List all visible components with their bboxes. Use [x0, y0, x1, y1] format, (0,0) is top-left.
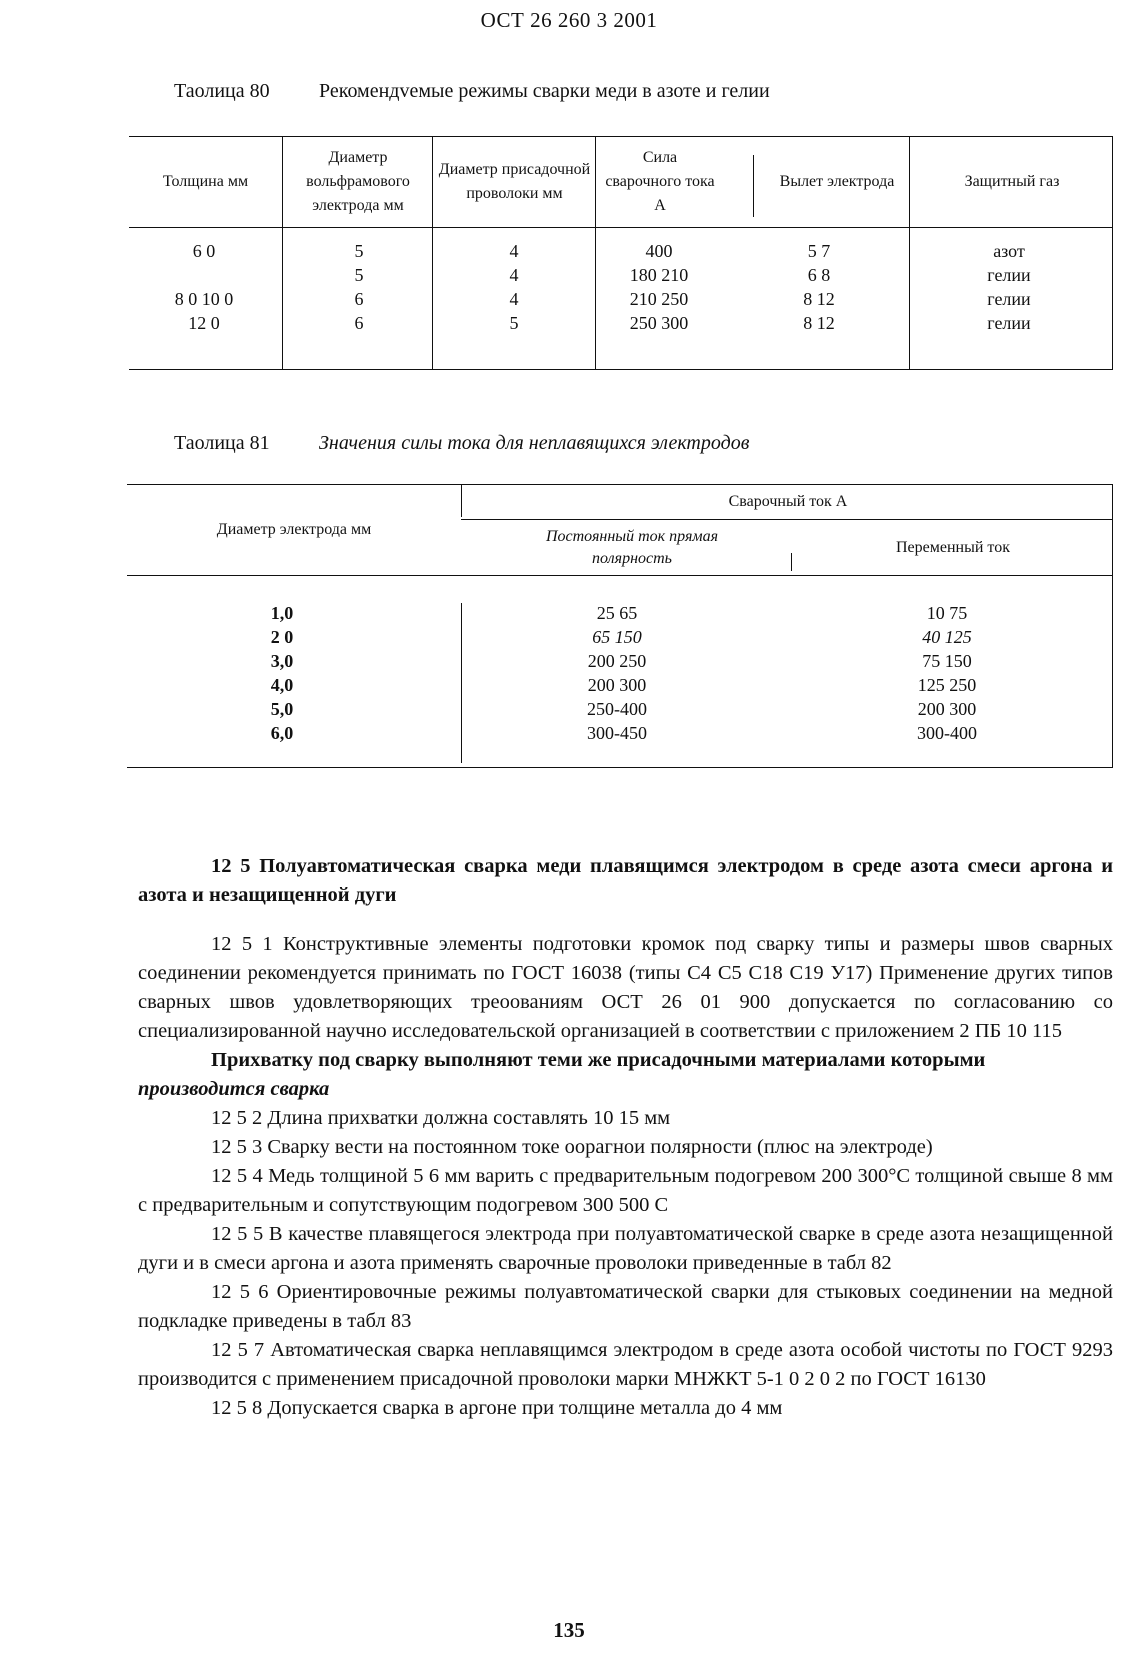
table-cell: 8 0 10 0 [174, 289, 234, 309]
table-cell: 25 65 [596, 603, 638, 623]
paragraph-12-5-1: 12 5 1 Конструктивные элементы подготовки кромок под сварку типы и размеры швов сварных соединении рекомендуется принимать по ГОСТ 16038 (типы С4 С5 С18 С19 У17) Применение других типов сварных швов удовлетворяющих треоованиям ОСТ 26 01 900 допускается по согласованию со специализированной научно исследовательской организацией в соответствии с приложением 2 ПБ 10 115 [138, 933, 1113, 1042]
table80-header-current: Сила сварочного тока А [605, 149, 715, 214]
document-header: ОСТ 26 260 3 2001 [480, 8, 658, 32]
table80-column-divider [595, 137, 596, 369]
table-cell: гелии [987, 313, 1031, 333]
table81-column-ac [887, 601, 1007, 745]
table-cell: 40 125 [922, 627, 972, 647]
table-cell: 180 210 [629, 265, 689, 285]
paragraph-12-5-7: 12 5 7 Автоматическая сварка неплавящимся электродом в среде азота особой чистоты по ГОСТ 9293 производится с применением присадочной проволоки марки МНЖКТ 5-1 0 2 0 2 по ГОСТ 16130 [138, 1339, 1113, 1390]
table-cell: 6 0 [192, 241, 216, 261]
table81-column-divider [791, 553, 792, 571]
table80-column-divider [432, 137, 433, 369]
paragraph-12-5-2: 12 5 2 Длина прихватки должна составлять 10 15 мм [211, 1107, 671, 1129]
table80-number: Таолица 80 [174, 80, 270, 102]
table-cell: 4 [509, 241, 519, 261]
table81 [127, 484, 1113, 768]
table-cell: 10 75 [926, 603, 968, 623]
table81-column-dc [557, 601, 677, 745]
table81-number: Таолица 81 [174, 432, 270, 454]
section-12-5 [138, 852, 1113, 1423]
table-cell: 12 0 [188, 313, 220, 333]
table80-column-wire [474, 239, 554, 335]
table-cell: 200 300 [587, 675, 647, 695]
table80-header-thickness: Толщина мм [162, 173, 249, 190]
table80-caption [174, 80, 770, 103]
paragraph-tack-weld: Прихватку под сварку выполняют теми же присадочными материалами которыми [211, 1049, 986, 1071]
table80-header-divider [129, 227, 1112, 228]
table81-header-current: Сварочный ток А [728, 493, 848, 510]
table81-column-diameter [242, 601, 322, 745]
table-cell: 65 150 [592, 627, 642, 647]
table80-column-divider [753, 155, 754, 217]
table81-header-ac: Переменный ток [896, 539, 1010, 556]
table-cell: 200 250 [587, 651, 647, 671]
table-cell: гелии [987, 289, 1031, 309]
table80-column-thickness [149, 239, 259, 335]
table-cell: 3,0 [270, 651, 294, 671]
table-cell: 8 12 [803, 289, 835, 309]
table-cell: 250 300 [629, 313, 689, 333]
table-cell: 1,0 [270, 603, 294, 623]
table-cell: 200 300 [917, 699, 977, 719]
table-cell [149, 263, 259, 287]
table-cell: 300-450 [587, 723, 647, 743]
table81-caption [174, 432, 749, 455]
table-cell: 4,0 [270, 675, 294, 695]
table80-header-stickout: Вылет электрода [779, 173, 895, 190]
table80-column-stickout [779, 239, 859, 335]
table81-subheader-divider [461, 519, 1112, 520]
table-cell: 4 [509, 265, 519, 285]
table-cell: 75 150 [922, 651, 972, 671]
table81-column-divider [461, 603, 462, 763]
table80-header-gas: Защитный газ [964, 173, 1060, 190]
table-cell: 300-400 [917, 723, 977, 743]
paragraph-12-5-8: 12 5 8 Допускается сварка в аргоне при толщине металла до 4 мм [211, 1397, 783, 1419]
table80-header-wire-diameter: Диаметр присадочной проволоки мм [438, 161, 591, 202]
table81-header-divider [127, 575, 1112, 576]
paragraph-12-5-3: 12 5 3 Сварку вести на постоянном токе оорагнои полярности (плюс на электроде) [211, 1136, 933, 1158]
table81-column-divider [461, 485, 462, 517]
table80-column-divider [909, 137, 910, 369]
table-cell: 5 7 [807, 241, 831, 261]
table-cell: 250-400 [587, 699, 647, 719]
table-cell: 5 [354, 241, 364, 261]
table81-header-dc: Постоянный ток прямая полярность [545, 528, 719, 567]
table-cell: 6,0 [270, 723, 294, 743]
table-cell: 5,0 [270, 699, 294, 719]
table81-header-diameter: Диаметр электрода мм [216, 521, 372, 538]
table-cell: 5 [354, 265, 364, 285]
table80 [129, 136, 1113, 370]
table80-title: Рекомендvемые режимы сварки меди в азоте и гелии [319, 80, 770, 102]
table-cell: 2 0 [270, 627, 294, 647]
table-cell: 6 [354, 313, 364, 333]
table-cell: 210 250 [629, 289, 689, 309]
table-cell: 8 12 [803, 313, 835, 333]
paragraph-tack-weld-end: производится сварка [138, 1078, 330, 1100]
table80-header-tungsten-diameter: Диаметр вольфрамового электрода мм [306, 149, 410, 214]
table81-title: Значения силы тока для неплавящихся электродов [319, 432, 750, 454]
table80-column-divider [282, 137, 283, 369]
paragraph-12-5-6: 12 5 6 Ориентировочные режимы полуавтоматической сварки для стыковых соединении на медной подкладке приведены в табл 83 [138, 1281, 1113, 1332]
section-heading: 12 5 Полуавтоматическая сварка меди плавящимся электродом в среде азота смеси аргона и азота и незащищенной дуги [138, 855, 1113, 906]
table-cell: азот [993, 241, 1025, 261]
table-cell: 6 [354, 289, 364, 309]
table-cell: 4 [509, 289, 519, 309]
table-cell: гелии [987, 265, 1031, 285]
table-cell: 6 8 [807, 265, 831, 285]
table80-column-tungsten [319, 239, 399, 335]
table-cell: 400 [645, 241, 673, 261]
paragraph-12-5-4: 12 5 4 Медь толщиной 5 6 мм варить с предварительным подогревом 200 300°С толщиной свыше 8 мм с предварительным и сопутствующим подогревом 300 500 С [138, 1165, 1113, 1216]
table-cell: 125 250 [917, 675, 977, 695]
paragraph-12-5-5: 12 5 5 В качестве плавящегося электрода при полуавтоматической сварке в среде азота незащищенной дуги и в смеси аргона и азота применять сварочные проволоки приведенные в табл 82 [138, 1223, 1113, 1274]
table80-column-current [609, 239, 709, 335]
page-number: 135 [553, 1618, 585, 1642]
table-cell: 5 [509, 313, 519, 333]
table80-column-gas [959, 239, 1059, 335]
